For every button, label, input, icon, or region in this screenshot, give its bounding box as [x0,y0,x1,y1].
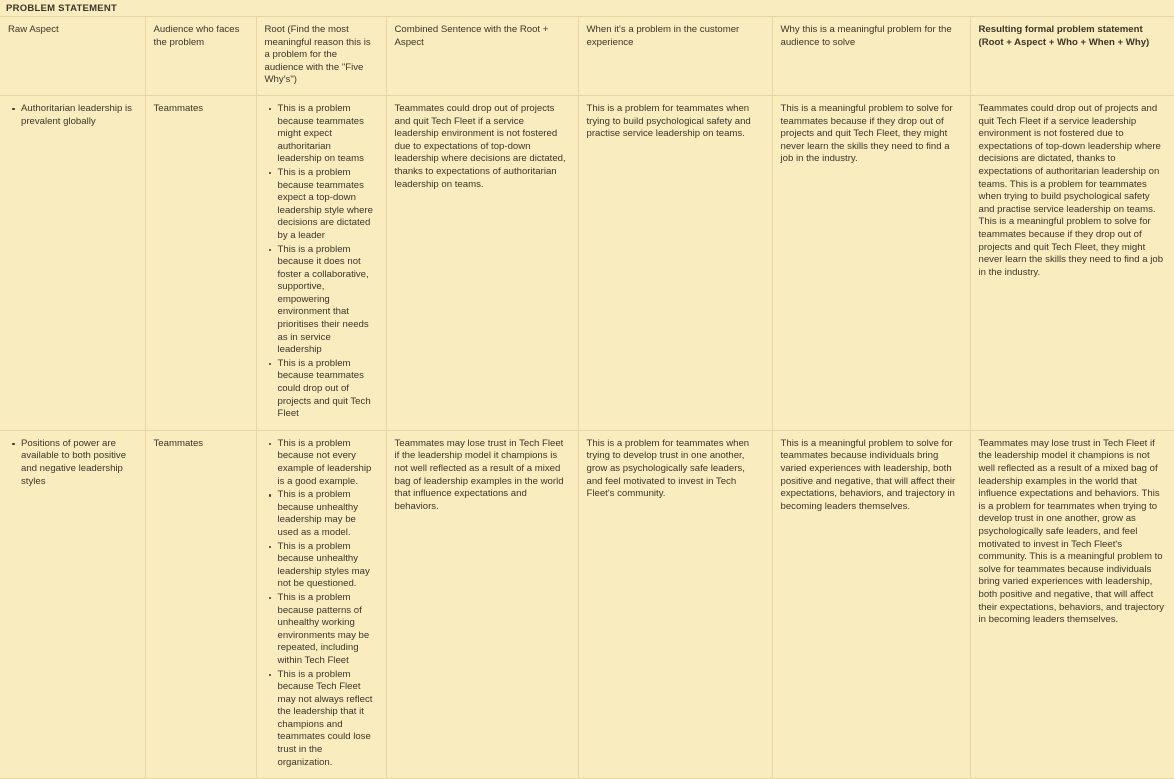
table-body [0,95,1174,778]
list-item: This is a problem because not every example of leadership is a good example. [278,438,378,488]
list-item: This is a problem because unhealthy leadership styles may not be questioned. [278,541,378,591]
list-item: This is a problem because patterns of unhealthy working environments may be repeated, including within Tech Fleet [278,592,378,668]
audience-text: Teammates [153,437,204,449]
cell-why [772,95,970,430]
cell-audience [145,95,256,430]
combined-sentence-text: Teammates could drop out of projects and quit Tech Fleet if a service leadership environment is not fostered due to expectations of top-down leadership where decisions are dictated, thanks to expectations of authoritarian leadership on teams. [394,102,566,190]
why-text: This is a meaningful problem to solve for teammates because if they drop out of projects and quit Tech Fleet, they might never learn the skills they need to find a job in the industry. [780,102,953,165]
when-text: This is a problem for teammates when trying to develop trust in one another, grow as psychologically safe leaders, and feel motivated to invest in Tech Fleet's community. [586,437,750,500]
list-item: This is a problem because Tech Fleet may not always reflect the leadership that it champions and teammates could lose trust in the organization. [278,669,378,770]
table-header [0,17,1174,95]
column-header-formal-statement: Resulting formal problem statement (Root + Aspect + Who + When + Why) [970,17,1174,95]
list-item: Positions of power are available to both positive and negative leadership styles [21,438,137,488]
cell-raw-aspect [0,430,145,778]
raw-aspect-list [8,438,137,488]
cell-formal-statement [970,430,1174,778]
cell-root [256,430,386,778]
cell-audience [145,430,256,778]
cell-combined-sentence [386,95,578,430]
raw-aspect-list [8,103,137,128]
column-header-raw-aspect: Raw Aspect [0,17,145,95]
column-header-root: Root (Find the most meaningful reason this is a problem for the audience with the "Five Why's") [256,17,386,95]
formal-statement-text: Teammates could drop out of projects and quit Tech Fleet if a service leadership environment is not fostered due to expectations of top-down leadership where decisions are dictated, thanks to expectations of authoritarian leadership on teams. This is a problem for teammates when trying to build psychological safety and practise service leadership on teams. This is a meaningful problem to solve for teammates because if they drop out of projects and quit Tech Fleet, they might never learn the skills they need to find a job in the industry. [978,102,1164,278]
list-item: This is a problem because unhealthy leadership may be used as a model. [278,489,378,539]
formal-statement-text: Teammates may lose trust in Tech Fleet if the leadership model it champions is not well reflected as a result of a mixed bag of leadership examples in the world that influence expectations and behaviors. This is a problem for teammates when trying to develop trust in one another, grow as psychologically safe leaders, and feel motivated to invest in Tech Fleet's community. This is a meaningful problem to solve for teammates because individuals bring varied experiences with leadership, both positive and negative, that will affect their expectations, behaviors, and trajectory in becoming leaders themselves. [978,437,1165,626]
list-item: This is a problem because teammates could drop out of projects and quit Tech Fleet [278,358,378,421]
list-item: This is a problem because teammates might expect authoritarian leadership on teams [278,103,378,166]
combined-sentence-text: Teammates may lose trust in Tech Fleet if the leadership model it champions is not well reflected as a result of a mixed bag of leadership examples in the world that influence expectations and behaviors. [394,437,564,512]
list-item: This is a problem because teammates expect a top-down leadership style where decisions are dictated by a leader [278,167,378,243]
column-header-why: Why this is a meaningful problem for the audience to solve [772,17,970,95]
problem-statement-table [0,17,1174,779]
cell-why [772,430,970,778]
root-list [265,103,378,421]
section-band [0,0,1174,17]
cell-formal-statement [970,95,1174,430]
section-title: PROBLEM STATEMENT [6,2,118,14]
list-item: This is a problem because it does not foster a collaborative, supportive, empowering environment that prioritises their needs as in service leadership [278,244,378,357]
cell-combined-sentence [386,430,578,778]
list-item: Authoritarian leadership is prevalent globally [21,103,137,128]
cell-when [578,95,772,430]
root-list [265,438,378,769]
column-header-audience: Audience who faces the problem [145,17,256,95]
cell-root [256,95,386,430]
why-text: This is a meaningful problem to solve for teammates because individuals bring varied experiences with leadership, both positive and negative, that will affect their expectations, behaviors, and trajectory in becoming leaders themselves. [780,437,956,512]
table-row [0,95,1174,430]
when-text: This is a problem for teammates when trying to build psychological safety and practise service leadership on teams. [586,102,751,140]
audience-text: Teammates [153,102,204,114]
column-header-combined-sentence: Combined Sentence with the Root + Aspect [386,17,578,95]
table-row [0,430,1174,778]
cell-when [578,430,772,778]
column-header-when: When it's a problem in the customer experience [578,17,772,95]
header-row [0,17,1174,95]
cell-raw-aspect [0,95,145,430]
